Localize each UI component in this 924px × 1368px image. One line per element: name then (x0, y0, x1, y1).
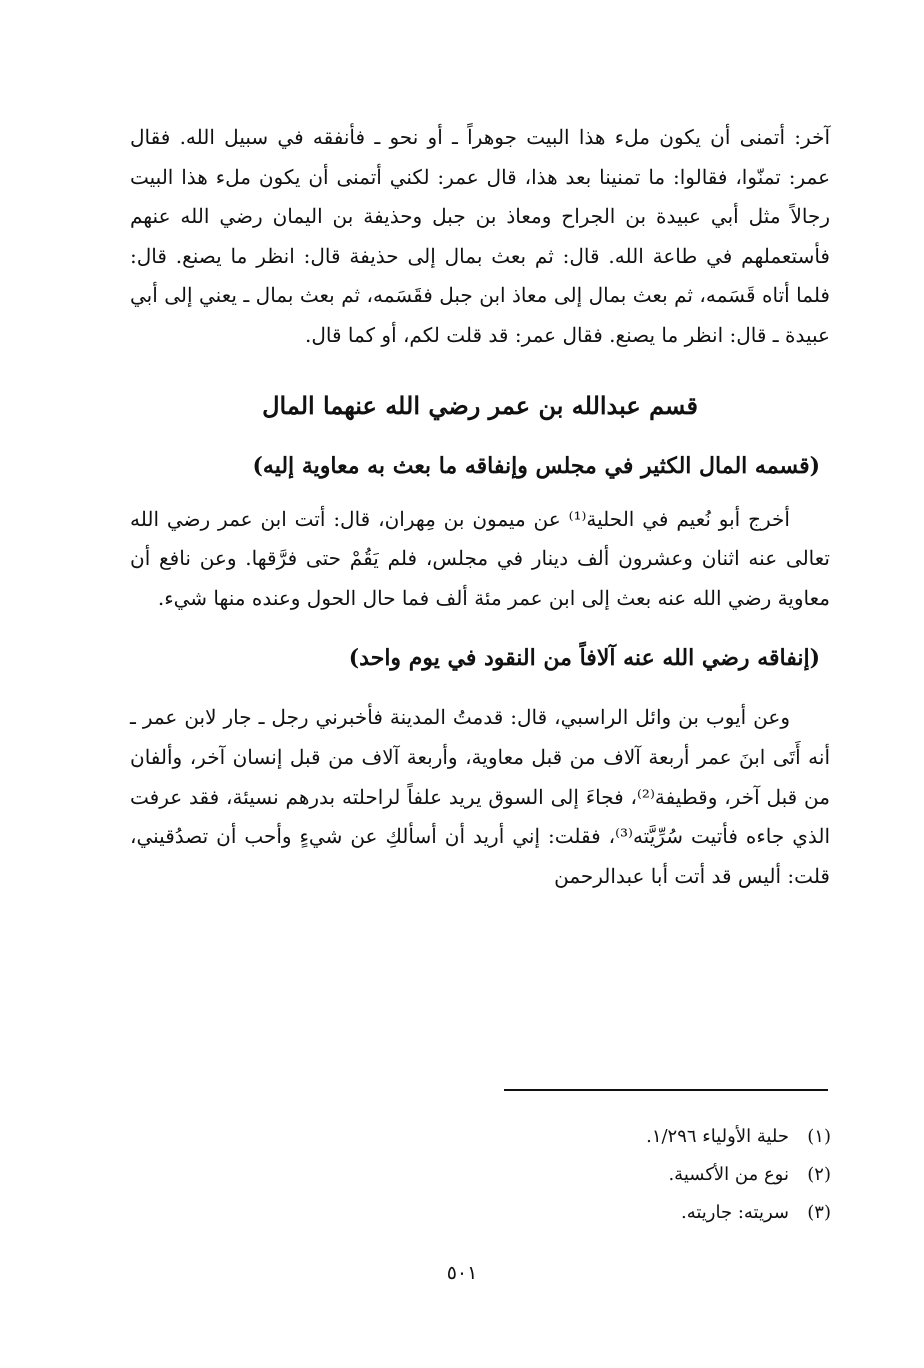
subheading-2: (إنفاقه رضي الله عنه آلافاً من النقود في يوم واحد) (348, 645, 820, 672)
page-number: ٥٠١ (446, 1262, 478, 1284)
page-body (130, 118, 830, 896)
footnote-number: (١) (807, 1126, 831, 1147)
footnote-2 (431, 1156, 831, 1194)
footnote-text: سريته: جاريته. (680, 1202, 789, 1223)
footnote-text: حلية الأولياء ١/٢٩٦. (646, 1126, 789, 1147)
body-paragraph-3: وعن أيوب بن وائل الراسبي، قال: قدمتُ المدينة فأخبرني رجل ـ جار لابن عمر ـ أنه أَتَى ابنَ عمر أربعة آلاف من قبل معاوية، وأربعة آلاف من قبل إنسان آخر، وألفان من قبل آخر، وقطيفة⁽²⁾، فجاءَ إلى السوق يريد علفاً لراحلته بدرهم نسيئة، فقد عرفت الذي جاءه فأتيت سُرِّيَّته⁽³⁾، فقلت: إني أريد أن أسألكِ عن شيءٍ وأحب أن تصدُقيني، قلت: أليس قد أتت أبا عبدالرحمن (130, 705, 830, 888)
footnote-number: (٢) (807, 1164, 831, 1185)
footnote-separator (504, 1089, 828, 1091)
footnote-1 (431, 1118, 831, 1156)
footnote-number: (٣) (807, 1202, 831, 1223)
footnotes (431, 1118, 831, 1232)
section-heading: قسم عبدالله بن عمر رضي الله عنهما المال (262, 390, 698, 420)
footnote-3 (431, 1194, 831, 1232)
subheading-1: (قسمه المال الكثير في مجلس وإنفاقه ما بعث به معاوية إليه) (252, 452, 820, 479)
footnote-text: نوع من الأكسية. (668, 1164, 789, 1185)
body-paragraph-1: آخر: أتمنى أن يكون ملء هذا البيت جوهراً ـ أو نحو ـ فأنفقه في سبيل الله. فقال عمر: تمنّوا، فقالوا: ما تمنينا بعد هذا، قال عمر: لكني أتمنى أن يكون ملء هذا البيت رجالاً مثل أبي عبيدة بن الجراح ومعاذ بن جبل وحذيفة بن اليمان رضي الله عنهم فأستعملهم في طاعة الله. قال: ثم بعث بمال إلى حذيفة قال: انظر ما يصنع. قال: فلما أتاه قَسَمه، ثم بعث بمال إلى معاذ ابن جبل فقَسَمه، ثم بعث بمال ـ يعني إلى أبي عبيدة ـ قال: انظر ما يصنع. فقال عمر: قد قلت لكم، أو كما قال. (130, 125, 830, 347)
body-paragraph-2: أخرج أبو نُعيم في الحلية⁽¹⁾ عن ميمون بن مِهران، قال: أتت ابن عمر رضي الله تعالى عنه اثنان وعشرون ألف دينار في مجلس، فلم يَقُمْ حتى فرَّقها. وعن نافع أن معاوية رضي الله عنه بعث إلى ابن عمر مئة ألف فما حال الحول وعنده منها شيء. (130, 506, 830, 610)
